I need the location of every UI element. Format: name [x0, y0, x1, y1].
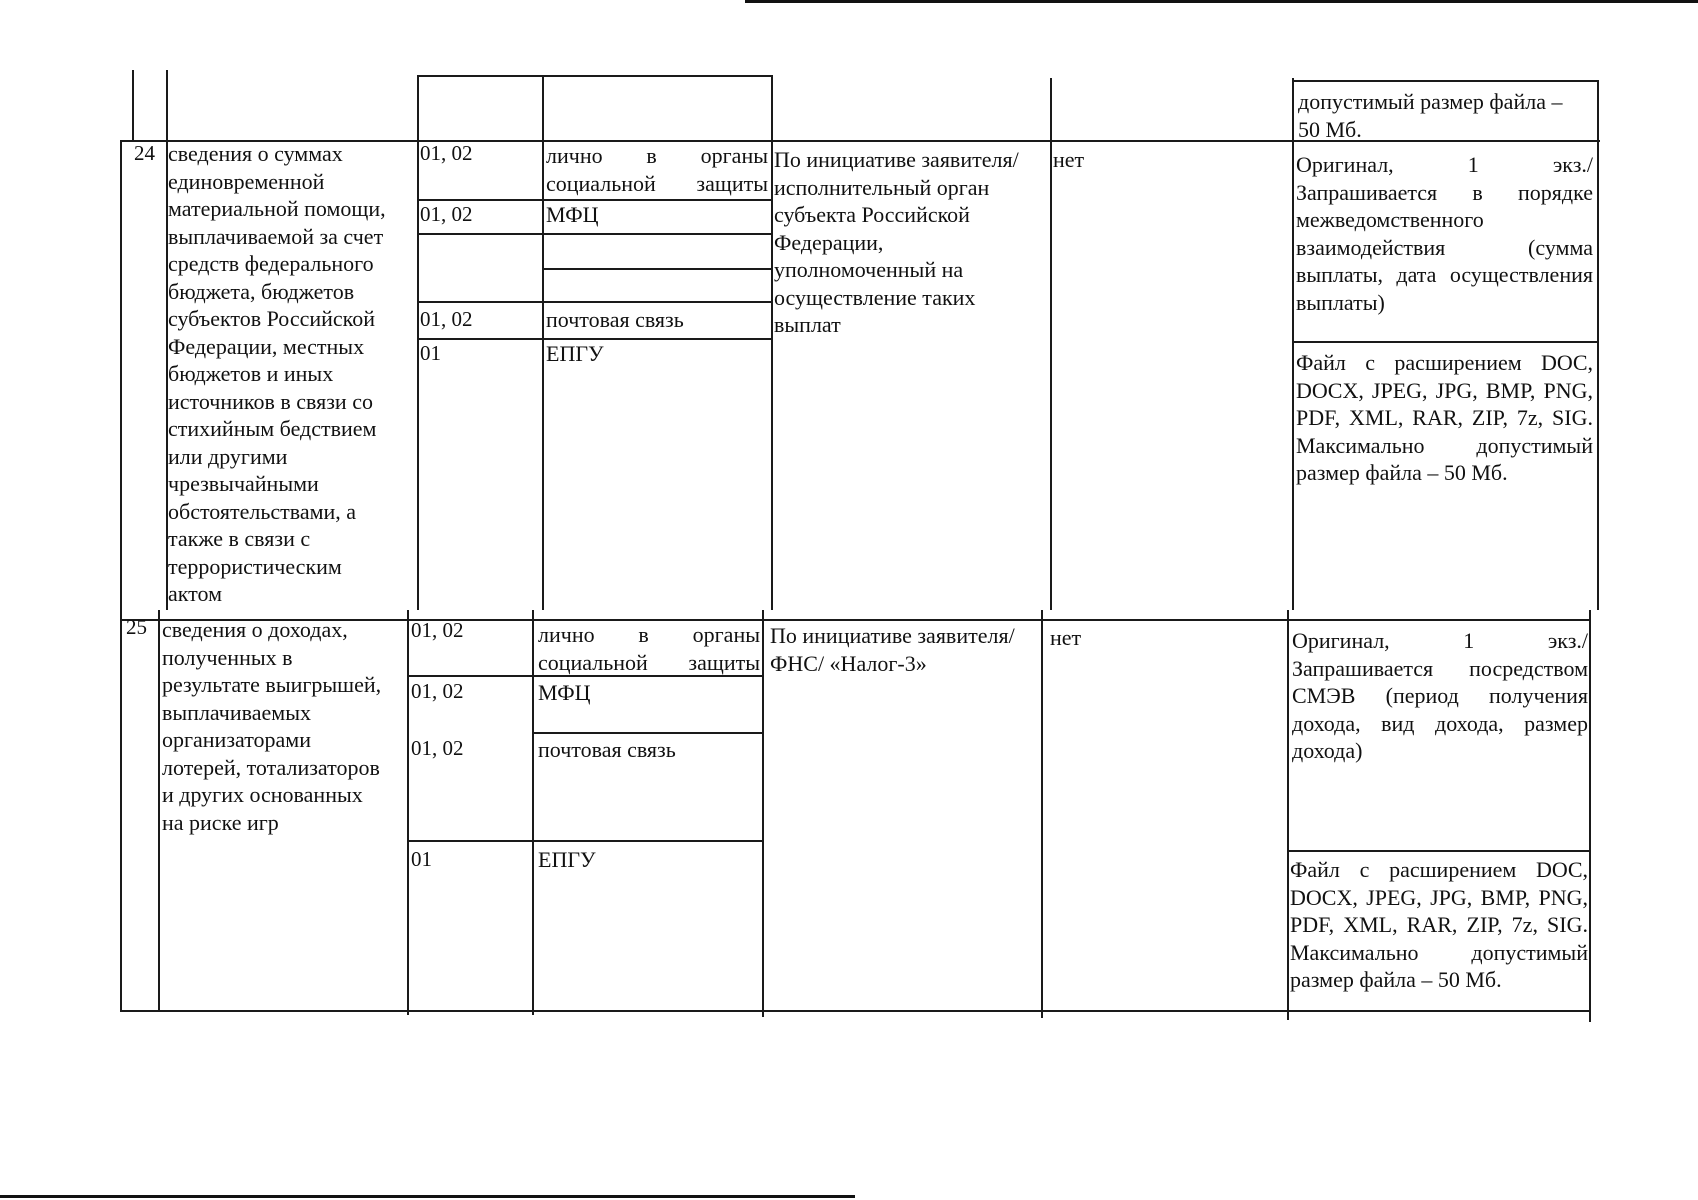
row-25-channel-4-codes: 01 [411, 847, 432, 871]
grid-line [407, 610, 409, 1015]
grid-line [1589, 610, 1591, 1022]
grid-line [417, 301, 773, 303]
row-25-channel-4-method: ЕПГУ [538, 847, 596, 872]
grid-line [1292, 80, 1599, 82]
row-24-paper-note: Оригинал, 1 экз./ Запрашивается в порядке межведомственного взаимодействия (сумма выплаты, дата осуществления выплаты) [1296, 152, 1593, 315]
grid-line [1287, 850, 1591, 852]
row-24-flag: нет [1053, 147, 1085, 172]
row-24-channel-2-codes: 01, 02 [420, 202, 473, 226]
row-25-channel-1-method: лично в органы социальной защиты [538, 622, 760, 675]
grid-line [532, 610, 534, 1015]
row-25-channel-2-method: МФЦ [538, 680, 591, 705]
grid-line [1287, 610, 1289, 1020]
row-24-channel-3-codes: 01, 02 [420, 307, 473, 331]
grid-line [120, 1010, 1591, 1012]
row-24-channel-4-codes: 01 [420, 341, 441, 365]
row-24-name: сведения о суммах единовременной материальной помощи, выплачиваемой за счет средств федерального бюджета, бюджетов субъектов Российской Федерации, местных бюджетов и иных источников в связи со стихийным бедствием или другими чрезвычайными обстоятельствами, а также в связи с террористическим актом [168, 141, 386, 606]
row-25-channel-2-codes: 01, 02 [411, 679, 464, 703]
row-25-channel-3-method: почтовая связь [538, 737, 676, 762]
grid-line [1597, 80, 1599, 610]
row-25-channel-1-codes: 01, 02 [411, 618, 464, 642]
grid-line [771, 75, 773, 610]
row-25-number: 25 [126, 615, 147, 639]
grid-line [407, 840, 764, 842]
grid-line [417, 233, 773, 235]
row-24-source: По инициативе заявителя/ исполнительный орган субъекта Российской Федерации, уполномоченный на осуществление таких выплат [774, 147, 1019, 337]
grid-line [542, 268, 773, 270]
grid-line [158, 610, 160, 1012]
row-25-name: сведения о доходах, полученных в результате выигрышей, выплачиваемых организаторами лотерей, тотализаторов и других основанных на риске игр [162, 617, 382, 835]
row-25-paper-note: Оригинал, 1 экз./ Запрашивается посредством СМЭВ (период получения дохода, вид дохода, размер дохода) [1292, 628, 1588, 763]
row-24-channel-1-codes: 01, 02 [420, 141, 473, 165]
row-24-channel-1-method: лично в органы социальной защиты [546, 143, 768, 196]
row-25-flag: нет [1050, 625, 1082, 650]
row-25-source: По инициативе заявителя/ ФНС/ «Налог-3» [770, 623, 1015, 676]
grid-line [132, 70, 134, 140]
prev-row-file-note: допустимый размер файла – 50 Мб. [1298, 89, 1563, 142]
grid-line [532, 732, 764, 734]
row-24-channel-2-method: МФЦ [546, 202, 599, 227]
grid-line [1041, 610, 1043, 1018]
grid-line [1292, 341, 1599, 343]
grid-line [1050, 78, 1052, 610]
row-24-file-note: Файл с расширением DOC, DOCX, JPEG, JPG, BMP, PNG, PDF, XML, RAR, ZIP, 7z, SIG. Максимально допустимый размер файла – 50 Мб. [1296, 350, 1593, 485]
grid-line [1292, 78, 1294, 610]
grid-line [120, 140, 122, 1012]
row-24-channel-3-method: почтовая связь [546, 307, 684, 332]
grid-line [417, 75, 419, 610]
row-24-channel-4-method: ЕПГУ [546, 341, 604, 366]
row-25-channel-3-codes: 01, 02 [411, 736, 464, 760]
row-25-file-note: Файл с расширением DOC, DOCX, JPEG, JPG, BMP, PNG, PDF, XML, RAR, ZIP, 7z, SIG. Максимально допустимый размер файла – 50 Мб. [1290, 857, 1588, 992]
grid-line [542, 75, 544, 610]
grid-line [417, 75, 773, 77]
row-24-number: 24 [134, 141, 155, 165]
grid-line [762, 610, 764, 1017]
